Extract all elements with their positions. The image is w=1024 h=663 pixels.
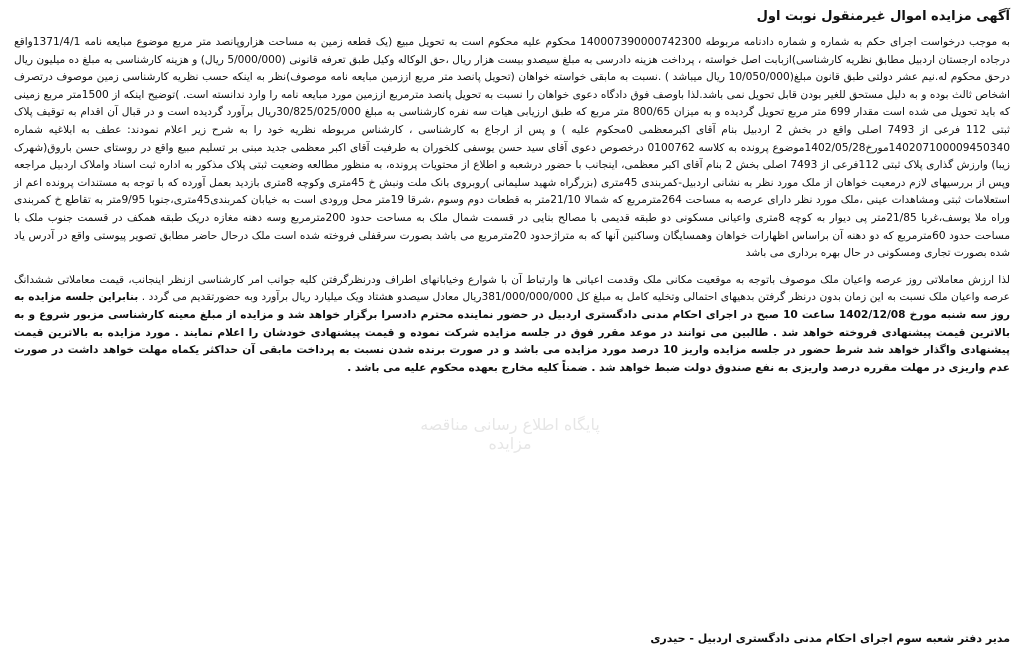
notice-title: آگهی مزایده اموال غیرمنقول نوبت اول [756, 9, 1010, 24]
watermark: پایگاه اطلاع رسانی مناقصه مزایده [420, 415, 600, 453]
notice-paragraph-1: به موجب درخواست اجرای حکم به شماره و شماره دادنامه مربوطه 140007390000742300 محکوم علیه محکوم است به تحویل مبیع (یک قطعه زمین به مساحت هزاروپانصد متر مربع موضوع مبایعه نامه 1371/4/1واقع درجاده ارجستان اردبیل مطابق نظریه کارشناسی)ازبابت اصل خواسته ، پرداخت هزینه دادرسی به مبلغ سیصدو بیست هزار ریال ،حق الوکاله وکیل طبق تعرفه قانونی (5/000/000 ریال) و هزینه کارشناسی به مبلغ ده میلیون ریال درحق محکوم له.نیم عشر دولتی طبق قانون مبلغ(10/050/000 ریال میباشد ) .نسبت به مابقی خواسته خواهان (تحویل پانصد متر مربع اززمین مبایعه نامه موصوف)نظر به اینکه حسب نظریه کارشناسی زمین موصوف درتصرف اشخاص ثالث بوده و به دلیل مستحق للغیر بودن قابل تحویل نمی باشد.لذا باوصف فوق دادگاه دعوی خواهان را نسبت به تحویل پانصد مترمربع اززمین مورد مبایعه نامه را وارد ندانسته است. )توضیح اینکه از 1500متر مربع زمینی که باید تحویل می شده است مقدار 699 متر مربع تحویل گردیده و به میزان 800/65 متر مربع که طبق ارزیابی هیات سه نفره کارشناسی به مبلغ 30/825/025/000ریال برآورد گردیده است و در قبال آن اقدام به توقیف پلاک ثبتی 112 فرعی از 7493 اصلی واقع در بخش 2 اردبیل بنام آقای اکبرمعظمی 0محکوم علیه ) و پس از ارجاع به کارشناسی ، کارشناس مربوطه نظریه خود را به شرح زیر اعلام نمودند: عطف به ابلاغیه شماره 140207100009450340مورخ1402/05/28موضوع پرونده به کلاسه 0100762 درخصوص دعوی آقای سید حسن یوسفی کلخوران به طرفیت آقای اکبر معظمی جدید مبنی بر تسلیم مبیع واقع در روستای حسن باروق(شهرک زیبا) وارزش گذاری پلاک ثبتی 112فرعی از 7493 اصلی بخش 2 بنام آقای اکبر معظمی، اینجانب با حضور درشعبه و اطلاع از محتویات پرونده، به منظور مطالعه وضعیت ثبتی پلاک مذکور به اداره ثبت اسناد واملاک اردبیل مراجعه وپس از بررسیهای لازم درمعیت خواهان از ملک مورد نظر به نشانی اردبیل-کمربندی 45متری (بزرگراه شهید سلیمانی )روبروی بانک ملت ونبش خ 45متری وکوچه 8متری بازدید بعمل آورده که با توجه به مستندات پرونده اعم از استعلامات ثبتی ومشاهدات عینی ،ملک مورد نظر دارای عرصه به مساحت 264مترمربع که شمالا 21/10متر به قطعات دوم وسوم ،شرقا 19متر محل ورودی است به خیابان کمربندی45متری،جنوبا 9/95متر به تقاطع خ کمربندی وراه ملا یوسف،غربا 21/85متر پی دیوار به کوچه 8متری واعیانی مسکونی دو طبقه قدیمی با مصالح بنایی در قسمت شمال ملک به مساحت حدود 200مترمربع وسه دهنه مغازه دریک طبقه همکف در قسمت جنوب ملک با مساحت حدود 60مترمربع که دو دهنه آن براساس اظهارات خواهان وهمسایگان وساکنین آنها که به متراژحدود 20مترمربع می باشد بصورت سرقفلی فروخته شده است ملک درحال حاضر مطابق تصویر پیوستی واقع در آدرس یاد شده بصورت تجاری ومسکونی در حال بهره برداری می باشد [14, 36, 1011, 260]
signature: مدیر دفتر شعبه سوم اجرای احکام مدنی دادگستری اردبیل - حیدری [650, 632, 1010, 645]
paragraph-2-text: لذا ارزش معاملاتی روز عرصه واعیان ملک موصوف باتوجه به موقعیت مکانی ملک وقدمت اعیانی ها وارتباط آن با شوارع وخیابانهای اطراف ودرنظرگرفتن کلیه جوانب امر کارشناسی ازنظر اینجانب، قیمت معاملاتی ششدانگ عرصه واعیان ملک نسبت به این زمان بدون درنظر گرفتن بدهیهای احتمالی وتخلیه کامل به مبلغ کل 381/000/000/000ریال معادل سیصدو هشتاد ویک میلیارد ریال برآورد وبه حضورتقدیم می گردد . [14, 273, 1010, 304]
notice-paragraph-2 [14, 272, 1010, 378]
auction-terms-text: بنابراین جلسه مزایده به روز سه شنبه مورخ 1402/12/08 ساعت 10 صبح در اجرای احکام مدنی دادگستری اردبیل در حضور نماینده محترم دادسرا برگزار خواهد شد و مزایده از مبلغ معینه کارشناسی مزبور شروع و به بالاترین قیمت پیشنهادی فروخته خواهد شد . طالبین می توانند در موعد مقرر فوق در جلسه مزایده شرکت نموده و قیمت پیشنهادی خودشان را اعلام نمایند . مورد مزایده به بالاترین قیمت پیشنهادی واگذار خواهد شد شرط حضور در جلسه مزایده واریز 10 درصد مورد مزایده می باشد و در صورت برنده شدن نسبت به پرداخت مابقی آن حداکثر یکماه مهلت خواهد داشت در صورت عدم واریزی در مهلت مقرره درصد واریزی به نفع صندوق دولت ضبط خواهد شد . ضمناً کلیه مخارج بعهده محکوم علیه می باشد . [14, 291, 1010, 374]
